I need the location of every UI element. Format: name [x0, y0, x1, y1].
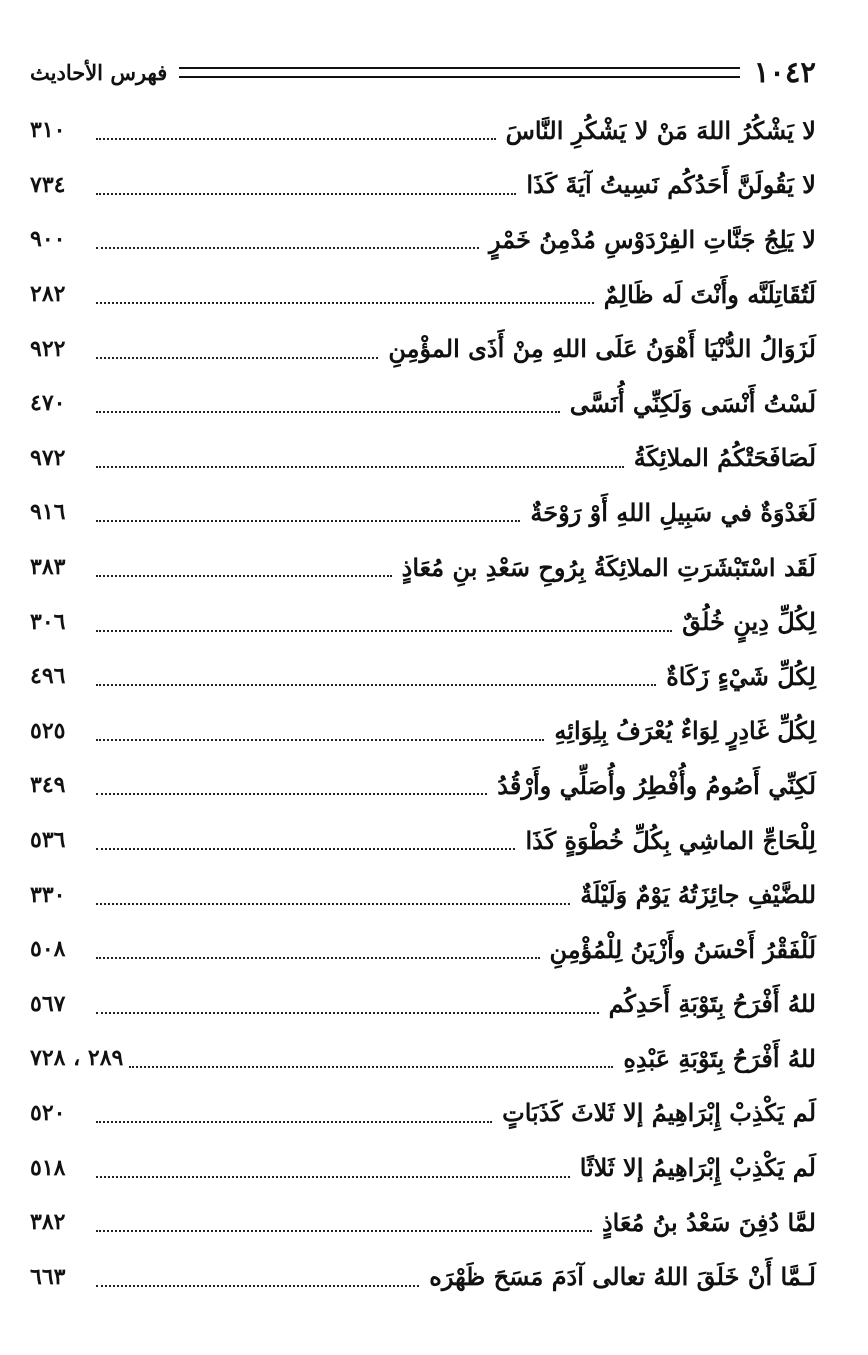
index-entry	[30, 485, 816, 540]
dot-leader	[96, 247, 479, 249]
dot-leader	[96, 739, 544, 741]
page-reference: ٣٤٩	[30, 772, 66, 799]
page-reference: ٣١٠	[30, 117, 66, 144]
dot-leader	[96, 520, 520, 522]
hadith-text: لا يَلِجُ جَنَّاتِ الفِرْدَوْسِ مُدْمِنُ خَمْرٍ	[488, 224, 816, 254]
dot-leader	[96, 1012, 599, 1014]
page-reference: ٣٨٣	[30, 554, 66, 581]
hadith-text: لِكُلِّ غَادِرٍ لِوَاءٌ يُعْرَفُ بِلِوَائِهِ	[554, 716, 816, 746]
hadith-text: لَقَد اسْتَبْشَرَتِ الملائِكَةُ بِرُوحِ سَعْدِ بنِ مُعَاذٍ	[401, 552, 816, 582]
dot-leader	[96, 193, 516, 195]
index-entry	[30, 922, 816, 977]
page-reference: ٣٠٦	[30, 608, 66, 635]
index-entry	[30, 103, 816, 158]
dot-leader	[96, 138, 496, 140]
index-entry	[30, 813, 816, 868]
page-reference: ٩٢٢	[30, 335, 66, 362]
index-entry	[30, 1086, 816, 1141]
page-reference: ٦٦٣	[30, 1263, 66, 1290]
hadith-text: للهُ أَفْرَحُ بِتَوْبَةِ عَبْدِهِ	[623, 1043, 816, 1073]
hadith-text: لَسْتُ أَنْسَى وَلَكِنِّي أُنَسَّى	[569, 388, 816, 418]
index-entry	[30, 267, 816, 322]
index-entry	[30, 1249, 816, 1304]
hadith-index-list	[30, 103, 816, 1304]
hadith-text: لَم يَكْذِبْ إِبْرَاهِيمُ إلا ثَلاثًا	[579, 1153, 816, 1183]
page-reference: ٤٩٦	[30, 663, 66, 690]
dot-leader	[96, 848, 515, 850]
dot-leader	[96, 466, 624, 468]
hadith-text: لَصَافَحَتْكُمُ الملائِكَةُ	[633, 443, 816, 473]
hadith-text: لِكُلِّ دِينٍ خُلُقٌ	[682, 607, 816, 637]
index-entry	[30, 212, 816, 267]
index-entry	[30, 594, 816, 649]
dot-leader	[129, 1066, 613, 1068]
dot-leader	[96, 903, 570, 905]
page-reference: ٩٧٢	[30, 444, 66, 471]
dot-leader	[96, 1176, 570, 1178]
page-reference: ٢٨٢	[30, 281, 66, 308]
hadith-text: للهُ أَفْرَحُ بِتَوْبَةِ أَحَدِكُم	[608, 989, 816, 1019]
index-entry	[30, 649, 816, 704]
page-reference: ٣٣٠	[30, 881, 66, 908]
index-entry	[30, 758, 816, 813]
hadith-text: لَـمَّا أَنْ خَلَقَ اللهُ تعالى آدَمَ مَسَحَ ظَهْرَه	[429, 1262, 816, 1292]
page-reference: ٩١٦	[30, 499, 66, 526]
dot-leader	[96, 793, 487, 795]
index-entry	[30, 1195, 816, 1250]
hadith-text: لا يَقُولَنَّ أَحَدُكُم نَسِيتُ آيَةَ كَذَا	[526, 170, 816, 200]
index-entry	[30, 376, 816, 431]
hadith-text: لَم يَكْذِبْ إِبْرَاهِيمُ إلا ثَلاثَ كَذَبَاتٍ	[502, 1098, 816, 1128]
dot-leader	[96, 1285, 419, 1287]
page-reference: ٩٠٠	[30, 226, 66, 253]
dot-leader	[96, 684, 656, 686]
index-entry	[30, 158, 816, 213]
dot-leader	[96, 575, 392, 577]
hadith-text: للضَّيْفِ جائِزَتُهُ يَوْمٌ وَلَيْلَةٌ	[580, 880, 816, 910]
page-header	[30, 52, 816, 92]
page-reference: ٥٦٧	[30, 990, 66, 1017]
index-entry	[30, 321, 816, 376]
page-reference: ٢٨٩ ، ٧٢٨	[30, 1045, 124, 1072]
index-entry	[30, 1031, 816, 1086]
hadith-text: لِكُلِّ شَيْءٍ زَكَاةٌ	[666, 661, 816, 691]
dot-leader	[96, 1230, 592, 1232]
page-reference: ٣٨٢	[30, 1209, 66, 1236]
dot-leader	[96, 630, 672, 632]
dot-leader	[96, 1121, 492, 1123]
page-reference: ٧٣٤	[30, 171, 66, 198]
hadith-text: لَزَوَالُ الدُّنْيَا أَهْوَنُ عَلَى اللهِ مِنْ أَذَى المؤْمِنِ	[388, 334, 816, 364]
hadith-text: لا يَشْكُرُ اللهَ مَنْ لا يَشْكُرِ النَّاسَ	[505, 115, 816, 145]
dot-leader	[96, 357, 378, 359]
page-reference: ٥٠٨	[30, 936, 66, 963]
dot-leader	[96, 411, 560, 413]
running-title: فهرس الأحاديث	[30, 59, 168, 85]
hadith-text: لَلْفَقْرُ أَحْسَنُ وأَزْيَنُ لِلْمُؤْمِنِ	[549, 934, 816, 964]
hadith-text: لَكِنِّي أَصُومُ وأُفْطِرُ وأُصَلِّي وأَرْقُدُ	[497, 770, 816, 800]
page-reference: ٥٢٥	[30, 717, 66, 744]
index-entry	[30, 1140, 816, 1195]
page-reference: ٤٧٠	[30, 390, 66, 417]
hadith-text: لَغَدْوَةٌ في سَبِيلِ اللهِ أَوْ رَوْحَةٌ	[530, 497, 816, 527]
hadith-text: لَتُقَاتِلَنَّه وأَنْتَ لَه ظَالِمٌ	[603, 279, 816, 309]
page-reference: ٥٣٦	[30, 827, 66, 854]
dot-leader	[96, 957, 540, 959]
index-entry	[30, 977, 816, 1032]
index-entry	[30, 431, 816, 486]
dot-leader	[96, 302, 594, 304]
header-double-rule	[179, 67, 739, 78]
page-reference: ٥٢٠	[30, 1099, 66, 1126]
hadith-text: لمَّا دُفِنَ سَعْدُ بنُ مُعَاذٍ	[601, 1207, 816, 1237]
index-entry	[30, 867, 816, 922]
index-entry	[30, 704, 816, 759]
page-number: ١٠٤٢	[753, 55, 816, 89]
hadith-text: لِلْحَاجِّ الماشِي بِكُلِّ خُطْوَةٍ كَذَا	[525, 825, 816, 855]
page-reference: ٥١٨	[30, 1154, 66, 1181]
index-entry	[30, 540, 816, 595]
